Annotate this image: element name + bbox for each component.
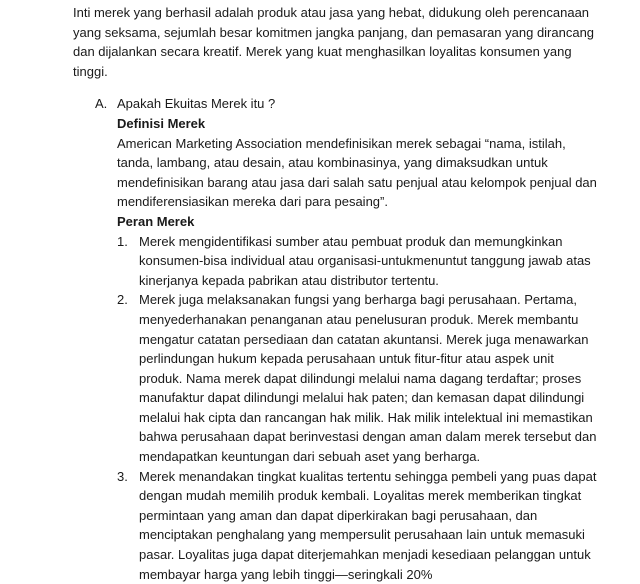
section-letter: A. [95,96,108,112]
section-title: Apakah Ekuitas Merek itu ? [117,96,276,112]
definition-paragraph: American Marketing Association mendefinisikan merek sebagai “nama, istilah, tanda, lambang, atau desain, atau kombinasinya, yang dimaksudkan untuk mendefinisikan barang atau jasa dari salah satu penjual atau kelompok penjual dan mendiferensiasikan mereka dari para pesaing”. [117,135,597,210]
roles-list [117,232,600,584]
section-body [117,94,600,584]
intro-paragraph: Inti merek yang berhasil adalah produk atau jasa yang hebat, didukung oleh perencanaan yang seksama, sejumlah besar komitmen jangka panjang, dan pemasaran yang dirancang dan dijalankan secara kreatif. Merek yang kuat menghasilkan loyalitas konsumen yang tinggi. [73,5,595,79]
list-item [117,467,600,584]
list-item-text: Merek mengidentifikasi sumber atau pembuat produk dan memungkinkan konsumen-bisa individual atau organisasi-untukmenuntut tanggung jawab atas kinerjanya kepada pabrikan atau distributor tertentu. [139,233,591,288]
list-item [117,290,600,466]
definition-heading: Definisi Merek [117,115,206,131]
list-item-number: 3. [117,468,128,484]
list-item-text: Merek menandakan tingkat kualitas tertentu sehingga pembeli yang puas dapat dengan mudah memilih produk kembali. Loyalitas merek memberikan tingkat permintaan yang aman dan dapat diperkirakan bagi perusahaan, dan menciptakan penghalang yang mempersulit perusahaan lain untuk memasuki pasar. Loyalitas juga dapat diterjemahkan menjadi kesediaan pelanggan untuk membayar harga yang lebih tinggi—seringkali 20% [139,468,597,582]
list-item-number: 1. [117,233,128,249]
roles-heading: Peran Merek [117,213,195,229]
list-item-text: Merek juga melaksanakan fungsi yang berharga bagi perusahaan. Pertama, menyederhanakan penanganan atau penelusuran produk. Merek membantu mengatur catatan persediaan dan catatan akuntansi. Merek juga menawarkan perlindungan hukum kepada perusahaan untuk fitur-fitur atau aspek unit produk. Nama merek dapat dilindungi melalui nama dagang terdaftar; proses manufaktur dapat dilindungi melalui hak paten; dan kemasan dapat dilindungi melalui hak cipta dan rancangan hak milik. Hak milik intelektual ini memastikan bahwa perusahaan dapat berinvestasi dengan aman dalam merek tersebut dan mendapatkan keuntungan dari sebuah aset yang berharga. [139,292,597,465]
section-a [95,94,600,584]
list-item-number: 2. [117,292,128,308]
list-item [117,232,600,291]
